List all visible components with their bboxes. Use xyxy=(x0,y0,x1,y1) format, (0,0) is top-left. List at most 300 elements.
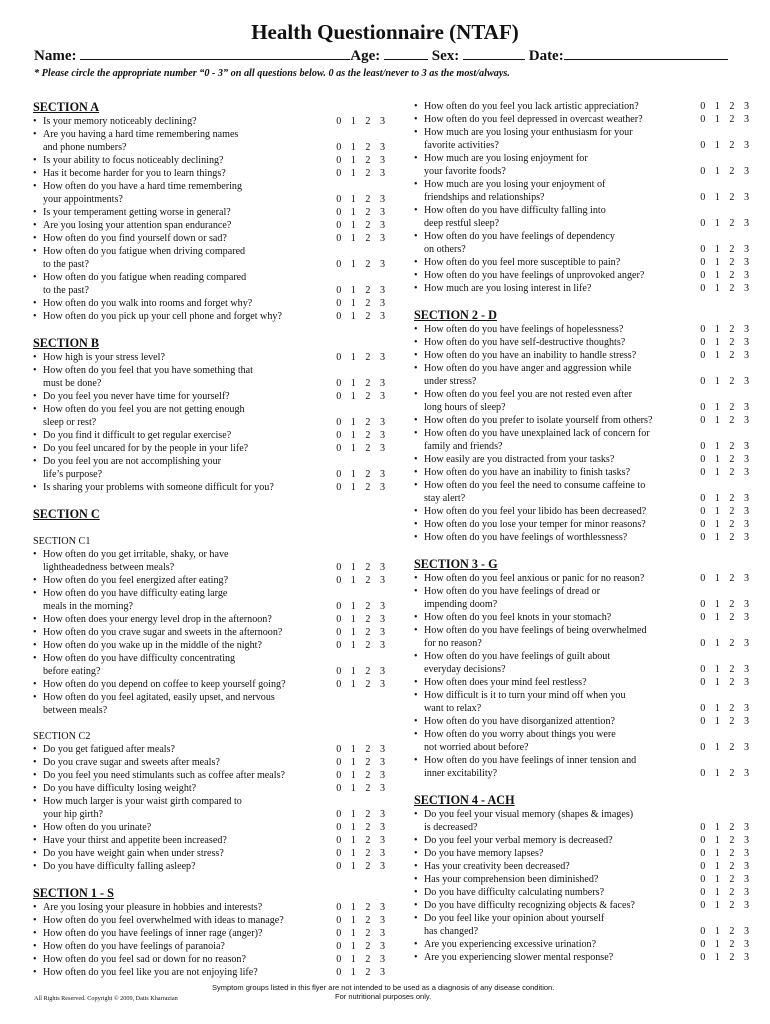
question-text: How often do you have feelings of dependency on others? xyxy=(424,231,615,255)
score-options[interactable]: 0 1 2 3 xyxy=(336,285,385,296)
question-row xyxy=(33,860,385,873)
bullet-icon: • xyxy=(33,954,37,965)
question-text: Do you crave sugar and sweets after meals? xyxy=(43,757,220,768)
question-text: Do you feel like your opinion about yourself has changed? xyxy=(424,913,605,937)
bullet-icon: • xyxy=(414,690,418,701)
question-text: Has your creativity been decreased? xyxy=(424,861,570,872)
score-options[interactable]: 0 1 2 3 xyxy=(700,506,749,517)
question-text: Is your temperament getting worse in general? xyxy=(43,207,231,218)
copyright: All Rights Reserved. Copyright © 2009, Datis Kharrazian xyxy=(34,995,178,1002)
subsection-heading: SECTION C1 xyxy=(33,536,91,547)
score-options[interactable]: 0 1 2 3 xyxy=(336,482,385,493)
score-options[interactable]: 0 1 2 3 xyxy=(336,835,385,846)
question-text: Do you feel you are not accomplishing your life’s purpose? xyxy=(43,456,221,480)
score-options[interactable]: 0 1 2 3 xyxy=(336,822,385,833)
score-options[interactable]: 0 1 2 3 xyxy=(700,218,749,229)
question-row xyxy=(414,414,749,427)
question-row xyxy=(33,782,385,795)
age-field[interactable] xyxy=(384,46,428,60)
question-row xyxy=(414,453,749,466)
question-row xyxy=(33,167,385,180)
score-options[interactable]: 0 1 2 3 xyxy=(336,757,385,768)
question-row xyxy=(414,178,749,204)
question-row xyxy=(414,611,749,624)
score-options[interactable]: 0 1 2 3 xyxy=(700,612,749,623)
question-text: How easily are you distracted from your tasks? xyxy=(424,454,615,465)
bullet-icon: • xyxy=(414,848,418,859)
question-row xyxy=(33,232,385,245)
score-options[interactable]: 0 1 2 3 xyxy=(336,207,385,218)
score-options[interactable]: 0 1 2 3 xyxy=(700,114,749,125)
patient-info-header xyxy=(34,46,742,65)
bullet-icon: • xyxy=(414,900,418,911)
score-options[interactable]: 0 1 2 3 xyxy=(336,220,385,231)
question-text: How often do you have feelings of being overwhelmed for no reason? xyxy=(424,625,647,649)
score-options[interactable]: 0 1 2 3 xyxy=(336,562,385,573)
score-options[interactable]: 0 1 2 3 xyxy=(336,155,385,166)
question-text: How often do you depend on coffee to keep yourself going? xyxy=(43,679,286,690)
question-row xyxy=(33,403,385,429)
score-options[interactable]: 0 1 2 3 xyxy=(700,493,749,504)
bullet-icon: • xyxy=(33,298,37,309)
page-title: Health Questionnaire (NTAF) xyxy=(251,20,519,44)
score-options[interactable]: 0 1 2 3 xyxy=(336,941,385,952)
score-options[interactable]: 0 1 2 3 xyxy=(700,952,749,963)
bullet-icon: • xyxy=(414,729,418,740)
question-text: How often do you feel anxious or panic for no reason? xyxy=(424,573,645,584)
section-heading: SECTION 3 - G xyxy=(414,557,498,571)
score-options[interactable]: 0 1 2 3 xyxy=(336,194,385,205)
score-options[interactable]: 0 1 2 3 xyxy=(700,350,749,361)
score-options[interactable]: 0 1 2 3 xyxy=(336,640,385,651)
bullet-icon: • xyxy=(414,467,418,478)
spacer xyxy=(414,544,749,557)
question-row xyxy=(414,860,749,873)
bullet-icon: • xyxy=(33,796,37,807)
bullet-icon: • xyxy=(33,168,37,179)
spacer xyxy=(33,494,385,507)
bullet-icon: • xyxy=(414,270,418,281)
bullet-icon: • xyxy=(33,352,37,363)
question-row xyxy=(414,572,749,585)
bullet-icon: • xyxy=(414,324,418,335)
bullet-icon: • xyxy=(414,573,418,584)
question-row xyxy=(33,297,385,310)
score-options[interactable]: 0 1 2 3 xyxy=(336,259,385,270)
question-row xyxy=(414,479,749,505)
score-options[interactable]: 0 1 2 3 xyxy=(336,469,385,480)
question-row xyxy=(33,245,385,271)
bullet-icon: • xyxy=(33,744,37,755)
question-row xyxy=(414,585,749,611)
question-row xyxy=(33,652,385,678)
score-options[interactable]: 0 1 2 3 xyxy=(336,575,385,586)
question-text: How often do you have feelings of unprovoked anger? xyxy=(424,270,645,281)
score-options[interactable]: 0 1 2 3 xyxy=(700,166,749,177)
question-text: Do you find it difficult to get regular exercise? xyxy=(43,430,232,441)
question-text: How often do you have feelings of dread or impending doom? xyxy=(424,586,601,610)
score-options[interactable]: 0 1 2 3 xyxy=(700,270,749,281)
bullet-icon: • xyxy=(414,716,418,727)
question-row xyxy=(33,914,385,927)
question-text: How often do you have an inability to handle stress? xyxy=(424,350,637,361)
question-row xyxy=(414,362,749,388)
sex-field[interactable] xyxy=(463,46,525,60)
question-text: Do you get fatigued after meals? xyxy=(43,744,176,755)
question-row xyxy=(33,390,385,403)
score-options[interactable]: 0 1 2 3 xyxy=(336,954,385,965)
question-row xyxy=(414,204,749,230)
score-options[interactable]: 0 1 2 3 xyxy=(336,902,385,913)
bullet-icon: • xyxy=(414,861,418,872)
question-row xyxy=(414,152,749,178)
question-row xyxy=(414,388,749,414)
question-row xyxy=(33,154,385,167)
question-row xyxy=(33,626,385,639)
question-row xyxy=(33,927,385,940)
question-row xyxy=(33,548,385,574)
disclaimer-line-1: Symptom groups listed in this flyer are not intended to be used as a diagnosis of any disease condition. xyxy=(212,983,555,992)
question-text: How much are you losing your enjoyment of friendships and relationships? xyxy=(424,179,606,203)
score-options[interactable]: 0 1 2 3 xyxy=(700,376,749,387)
score-options[interactable]: 0 1 2 3 xyxy=(700,716,749,727)
question-row xyxy=(414,336,749,349)
score-options[interactable]: 0 1 2 3 xyxy=(336,298,385,309)
bullet-icon: • xyxy=(414,887,418,898)
question-text: How often do you feel overwhelmed with ideas to manage? xyxy=(43,915,284,926)
score-options[interactable]: 0 1 2 3 xyxy=(336,915,385,926)
question-text: How often do you pick up your cell phone and forget why? xyxy=(43,311,282,322)
bullet-icon: • xyxy=(414,205,418,216)
question-text: How often do you have feelings of inner tension and inner excitability? xyxy=(424,755,637,779)
question-row xyxy=(33,901,385,914)
score-options[interactable]: 0 1 2 3 xyxy=(700,257,749,268)
bullet-icon: • xyxy=(414,913,418,924)
spacer xyxy=(33,522,385,535)
bullet-icon: • xyxy=(414,428,418,439)
bullet-icon: • xyxy=(33,233,37,244)
question-text: Do you have weight gain when under stress? xyxy=(43,848,224,859)
question-text: How often do you feel the need to consume caffeine to stay alert? xyxy=(424,480,646,504)
score-options[interactable]: 0 1 2 3 xyxy=(700,677,749,688)
bullet-icon: • xyxy=(33,207,37,218)
question-row xyxy=(414,531,749,544)
bullet-icon: • xyxy=(33,391,37,402)
question-text: How often do you feel that you have something that must be done? xyxy=(43,365,253,389)
score-options[interactable]: 0 1 2 3 xyxy=(700,101,749,112)
question-row xyxy=(33,940,385,953)
bullet-icon: • xyxy=(414,179,418,190)
score-options[interactable]: 0 1 2 3 xyxy=(336,666,385,677)
score-options[interactable]: 0 1 2 3 xyxy=(336,443,385,454)
score-options[interactable]: 0 1 2 3 xyxy=(700,337,749,348)
bullet-icon: • xyxy=(414,586,418,597)
question-text: How often do you have unexplained lack of concern for family and friends? xyxy=(424,428,650,452)
score-options[interactable]: 0 1 2 3 xyxy=(700,140,749,151)
bullet-icon: • xyxy=(33,692,37,703)
bullet-icon: • xyxy=(33,575,37,586)
score-options[interactable]: 0 1 2 3 xyxy=(336,770,385,781)
score-options[interactable]: 0 1 2 3 xyxy=(700,283,749,294)
score-options[interactable]: 0 1 2 3 xyxy=(336,601,385,612)
question-row xyxy=(414,230,749,256)
question-text: How often do you have a hard time remembering your appointments? xyxy=(43,181,243,205)
score-options[interactable]: 0 1 2 3 xyxy=(700,532,749,543)
score-options[interactable]: 0 1 2 3 xyxy=(336,233,385,244)
question-text: Is sharing your problems with someone difficult for you? xyxy=(43,482,274,493)
score-options[interactable]: 0 1 2 3 xyxy=(700,926,749,937)
question-text: Do you feel your verbal memory is decreased? xyxy=(424,835,613,846)
score-options[interactable]: 0 1 2 3 xyxy=(700,402,749,413)
bullet-icon: • xyxy=(414,519,418,530)
instructions: * Please circle the appropriate number “0 - 3” on all questions below. 0 as the least/never to 3 as the most/always. xyxy=(34,68,510,79)
score-options[interactable]: 0 1 2 3 xyxy=(700,415,749,426)
question-text: Do you have difficulty calculating numbers? xyxy=(424,887,605,898)
section-heading: SECTION 2 - D xyxy=(414,308,497,322)
score-options[interactable]: 0 1 2 3 xyxy=(336,430,385,441)
subsection-heading: SECTION C2 xyxy=(33,731,91,742)
name-field[interactable] xyxy=(80,46,350,60)
score-options[interactable]: 0 1 2 3 xyxy=(336,928,385,939)
question-text: Has it become harder for you to learn things? xyxy=(43,168,226,179)
bullet-icon: • xyxy=(414,755,418,766)
bullet-icon: • xyxy=(33,549,37,560)
question-text: Has your comprehension been diminished? xyxy=(424,874,599,885)
bullet-icon: • xyxy=(33,588,37,599)
bullet-icon: • xyxy=(33,770,37,781)
score-options[interactable]: 0 1 2 3 xyxy=(700,939,749,950)
question-row xyxy=(33,310,385,323)
section-heading: SECTION 1 - S xyxy=(33,886,114,900)
bullet-icon: • xyxy=(33,627,37,638)
score-options[interactable]: 0 1 2 3 xyxy=(700,900,749,911)
question-row xyxy=(33,678,385,691)
bullet-icon: • xyxy=(33,902,37,913)
score-options[interactable]: 0 1 2 3 xyxy=(336,391,385,402)
bullet-icon: • xyxy=(33,848,37,859)
score-options[interactable]: 0 1 2 3 xyxy=(336,311,385,322)
spacer xyxy=(414,295,749,308)
score-options[interactable]: 0 1 2 3 xyxy=(336,627,385,638)
age-label: Age: xyxy=(350,48,381,64)
section-heading: SECTION A xyxy=(33,100,100,114)
bullet-icon: • xyxy=(414,363,418,374)
question-text: How often do you have feelings of guilt about everyday decisions? xyxy=(424,651,611,675)
bullet-icon: • xyxy=(33,861,37,872)
score-options[interactable]: 0 1 2 3 xyxy=(700,467,749,478)
bullet-icon: • xyxy=(33,443,37,454)
score-options[interactable]: 0 1 2 3 xyxy=(336,614,385,625)
question-text: How often do you wake up in the middle of the night? xyxy=(43,640,262,651)
bullet-icon: • xyxy=(414,952,418,963)
question-text: Have your thirst and appetite been increased? xyxy=(43,835,227,846)
score-options[interactable]: 0 1 2 3 xyxy=(336,744,385,755)
question-text: How often do you worry about things you were not worried about before? xyxy=(424,729,616,753)
score-options[interactable]: 0 1 2 3 xyxy=(700,835,749,846)
question-text: Are you having a hard time remembering names and phone numbers? xyxy=(43,129,239,153)
bullet-icon: • xyxy=(33,311,37,322)
question-row xyxy=(414,100,749,113)
score-options[interactable]: 0 1 2 3 xyxy=(700,573,749,584)
spacer xyxy=(414,780,749,793)
question-text: How much larger is your waist girth compared to your hip girth? xyxy=(43,796,242,820)
score-options[interactable]: 0 1 2 3 xyxy=(700,599,749,610)
question-text: How often do you feel energized after eating? xyxy=(43,575,229,586)
question-text: How often do you have disorganized attention? xyxy=(424,716,615,727)
question-text: How often do you have feelings of worthlessness? xyxy=(424,532,628,543)
score-options[interactable]: 0 1 2 3 xyxy=(700,664,749,675)
question-text: How much are you losing your enthusiasm for your favorite activities? xyxy=(424,127,633,151)
bullet-icon: • xyxy=(33,679,37,690)
score-options[interactable]: 0 1 2 3 xyxy=(700,874,749,885)
score-options[interactable]: 0 1 2 3 xyxy=(700,861,749,872)
question-text: How often do you fatigue when reading compared to the past? xyxy=(43,272,247,296)
question-text: How often do you have difficulty falling into deep restful sleep? xyxy=(424,205,606,229)
bullet-icon: • xyxy=(33,220,37,231)
score-options[interactable]: 0 1 2 3 xyxy=(700,519,749,530)
score-options[interactable]: 0 1 2 3 xyxy=(700,244,749,255)
question-row xyxy=(414,728,749,754)
disclaimer-line-2: For nutritional purposes only. xyxy=(335,992,432,1001)
score-options[interactable]: 0 1 2 3 xyxy=(700,324,749,335)
right-column xyxy=(414,100,749,964)
question-row xyxy=(414,834,749,847)
bullet-icon: • xyxy=(33,430,37,441)
question-row xyxy=(414,349,749,362)
question-row xyxy=(414,323,749,336)
date-label: Date: xyxy=(528,48,564,64)
question-row xyxy=(33,442,385,455)
question-text: Do you have difficulty losing weight? xyxy=(43,783,197,794)
bullet-icon: • xyxy=(33,640,37,651)
score-options[interactable]: 0 1 2 3 xyxy=(700,703,749,714)
question-text: How often does your energy level drop in the afternoon? xyxy=(43,614,272,625)
question-row xyxy=(33,481,385,494)
question-text: How often do you get irritable, shaky, or have lightheadedness between meals? xyxy=(43,549,229,573)
bullet-icon: • xyxy=(414,939,418,950)
question-row xyxy=(33,115,385,128)
score-options[interactable]: 0 1 2 3 xyxy=(336,116,385,127)
score-options[interactable]: 0 1 2 3 xyxy=(336,967,385,978)
question-row xyxy=(33,206,385,219)
bullet-icon: • xyxy=(414,532,418,543)
question-row xyxy=(414,427,749,453)
question-row xyxy=(414,518,749,531)
bullet-icon: • xyxy=(33,404,37,415)
question-row xyxy=(33,613,385,626)
bullet-icon: • xyxy=(414,350,418,361)
score-options[interactable]: 0 1 2 3 xyxy=(700,822,749,833)
bullet-icon: • xyxy=(414,651,418,662)
bullet-icon: • xyxy=(33,835,37,846)
question-row xyxy=(414,689,749,715)
question-row xyxy=(33,847,385,860)
bullet-icon: • xyxy=(414,283,418,294)
bullet-icon: • xyxy=(33,757,37,768)
bullet-icon: • xyxy=(414,677,418,688)
question-row xyxy=(414,676,749,689)
score-options[interactable]: 0 1 2 3 xyxy=(336,378,385,389)
question-row xyxy=(414,754,749,780)
question-row xyxy=(414,269,749,282)
bullet-icon: • xyxy=(414,257,418,268)
bullet-icon: • xyxy=(414,625,418,636)
score-options[interactable]: 0 1 2 3 xyxy=(336,679,385,690)
question-row xyxy=(33,128,385,154)
question-text: How often do you feel more susceptible to pain? xyxy=(424,257,621,268)
score-options[interactable]: 0 1 2 3 xyxy=(336,783,385,794)
score-options[interactable]: 0 1 2 3 xyxy=(336,168,385,179)
question-text: How much are you losing enjoyment for your favorite foods? xyxy=(424,153,588,177)
question-row xyxy=(33,364,385,390)
score-options[interactable]: 0 1 2 3 xyxy=(336,848,385,859)
question-text: How often do you feel you lack artistic appreciation? xyxy=(424,101,639,112)
bullet-icon: • xyxy=(414,415,418,426)
bullet-icon: • xyxy=(33,129,37,140)
bullet-icon: • xyxy=(414,389,418,400)
question-row xyxy=(33,795,385,821)
score-options[interactable]: 0 1 2 3 xyxy=(700,768,749,779)
score-options[interactable]: 0 1 2 3 xyxy=(700,441,749,452)
question-row xyxy=(414,899,749,912)
question-text: Are you experiencing excessive urination? xyxy=(424,939,597,950)
question-row xyxy=(414,808,749,834)
question-text: How often do you have difficulty eating large meals in the morning? xyxy=(43,588,228,612)
question-text: Do you feel you never have time for yourself? xyxy=(43,391,230,402)
date-field[interactable] xyxy=(564,46,728,60)
score-options[interactable]: 0 1 2 3 xyxy=(336,142,385,153)
score-options[interactable]: 0 1 2 3 xyxy=(700,887,749,898)
question-text: How often do you crave sugar and sweets in the afternoon? xyxy=(43,627,283,638)
bullet-icon: • xyxy=(33,155,37,166)
score-options[interactable]: 0 1 2 3 xyxy=(700,192,749,203)
question-text: Is your ability to focus noticeably declining? xyxy=(43,155,224,166)
question-text: How often do you feel depressed in overcast weather? xyxy=(424,114,643,125)
score-options[interactable]: 0 1 2 3 xyxy=(336,809,385,820)
question-text: Are you losing your attention span endurance? xyxy=(43,220,232,231)
score-options[interactable]: 0 1 2 3 xyxy=(336,417,385,428)
question-text: How often do you feel your libido has been decreased? xyxy=(424,506,647,517)
question-text: How often do you lose your temper for minor reasons? xyxy=(424,519,646,530)
question-text: How much are you losing interest in life? xyxy=(424,283,592,294)
score-options[interactable]: 0 1 2 3 xyxy=(700,638,749,649)
question-text: Do you have memory lapses? xyxy=(424,848,544,859)
section-heading: SECTION B xyxy=(33,336,100,350)
score-options[interactable]: 0 1 2 3 xyxy=(700,454,749,465)
score-options[interactable]: 0 1 2 3 xyxy=(700,742,749,753)
bullet-icon: • xyxy=(33,915,37,926)
bullet-icon: • xyxy=(33,614,37,625)
question-text: Are you losing your pleasure in hobbies and interests? xyxy=(43,902,263,913)
question-row xyxy=(414,282,749,295)
question-text: How often do you have anger and aggression while under stress? xyxy=(424,363,632,387)
score-options[interactable]: 0 1 2 3 xyxy=(336,352,385,363)
score-options[interactable]: 0 1 2 3 xyxy=(700,848,749,859)
question-text: How often do you walk into rooms and forget why? xyxy=(43,298,253,309)
bullet-icon: • xyxy=(414,337,418,348)
bullet-icon: • xyxy=(33,482,37,493)
question-text: How often do you fatigue when driving compared to the past? xyxy=(43,246,246,270)
question-text: How often do you feel like you are not enjoying life? xyxy=(43,967,258,978)
question-text: How often do you have difficulty concentrating before eating? xyxy=(43,653,236,677)
question-row xyxy=(414,113,749,126)
question-row xyxy=(33,429,385,442)
bullet-icon: • xyxy=(414,127,418,138)
question-text: How often do you feel you are not rested even after long hours of sleep? xyxy=(424,389,632,413)
spacer xyxy=(33,717,385,730)
bullet-icon: • xyxy=(33,653,37,664)
score-options[interactable]: 0 1 2 3 xyxy=(336,861,385,872)
